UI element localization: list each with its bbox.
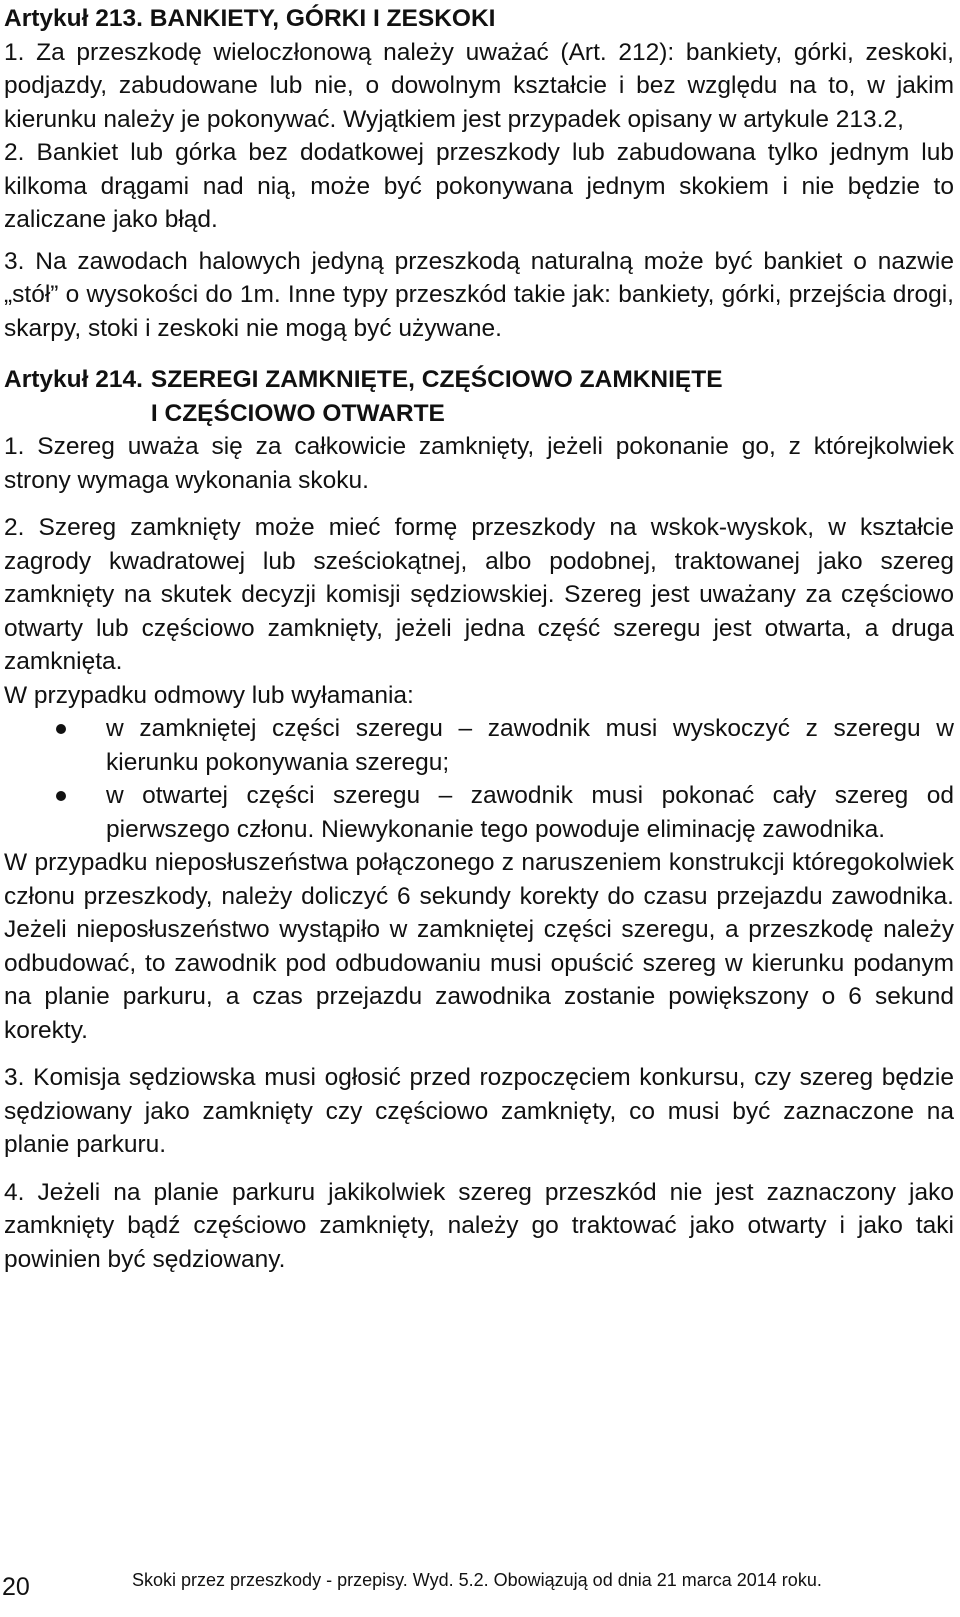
- article-213-heading: Artykuł 213. BANKIETY, GÓRKI I ZESKOKI: [4, 5, 496, 32]
- bullet-icon: [4, 712, 106, 779]
- bullet-text: w zamkniętej części szeregu – zawodnik musi wyskoczyć z szeregu w kierunku pokonywania szeregu;: [106, 715, 954, 776]
- article-214-title-line-1: SZEREGI ZAMKNIĘTE, CZĘŚCIOWO ZAMKNIĘTE: [150, 366, 723, 393]
- page-number: 20: [2, 1573, 30, 1601]
- article-213-paragraph-3: 3. Na zawodach halowych jedyną przeszkodą naturalną może być bankiet o nazwie „stół” o wysokości do 1m. Inne typy przeszkód takie jak: bankiety, górki, przejścia drogi, skarpy, stoki i zeskoki nie mogą być używane.: [4, 247, 954, 342]
- article-214-paragraph-1: 1. Szereg uważa się za całkowicie zamknięty, jeżeli pokonanie go, z którejkolwiek strony wymaga wykonania skoku.: [4, 433, 954, 494]
- article-214-heading: [4, 363, 954, 430]
- article-214-title-line-2: I CZĘŚCIOWO OTWARTE: [150, 399, 445, 427]
- article-214-paragraph-2-intro: W przypadku odmowy lub wyłamania:: [4, 681, 414, 709]
- article-213-paragraph-2: 2. Bankiet lub górka bez dodatkowej przeszkody lub zabudowana tylko jednym lub kilkoma drągami nad nią, może być pokonywana jednym skokiem i nie będzie to zaliczane jako błąd.: [4, 139, 954, 233]
- bullet-text: w otwartej części szeregu – zawodnik musi pokonać cały szereg od pierwszego członu. Niewykonanie tego powoduje eliminację zawodnika.: [106, 782, 954, 843]
- article-214-title: [151, 363, 723, 430]
- article-214-label: Artykuł 214.: [4, 366, 143, 393]
- article-214: [4, 363, 954, 1276]
- list-item: [4, 779, 954, 846]
- list-item: [4, 712, 954, 779]
- article-213-paragraph-1: 1. Za przeszkodę wieloczłonową należy uważać (Art. 212): bankiety, górki, zeskoki, podjazdy, zabudowane lub nie, o dowolnym kształcie i bez względu na to, w jakim kierunku należy je pokonywać. Wyjątkiem jest przypadek opisany w artykule 213.2,: [4, 38, 954, 133]
- article-214-paragraph-2-continued: W przypadku nieposłuszeństwa połączonego z naruszeniem konstrukcji któregokolwiek członu przeszkody, należy doliczyć 6 sekundy korekty do czasu przejazdu zawodnika. Jeżeli nieposłuszeństwo wystąpiło w zamkniętej części szeregu, a przeszkodę należy odbudować, to zawodnik pod odbudowaniu musi opuścić szereg w kierunku podanym na planie parkuru, a czas przejazdu zawodnika zostanie powiększony o 6 sekund korekty.: [4, 849, 954, 1044]
- article-214-bullet-list: [4, 712, 954, 846]
- bullet-icon: [4, 779, 106, 846]
- article-213: [4, 2, 954, 345]
- article-214-paragraph-4: 4. Jeżeli na planie parkuru jakikolwiek szereg przeszkód nie jest zaznaczony jako zamknięty bądź częściowo zamknięty, należy go traktować jako otwarty i jako taki powinien być sędziowany.: [4, 1178, 954, 1273]
- article-214-paragraph-2: 2. Szereg zamknięty może mieć formę przeszkody na wskok-wyskok, w kształcie zagrody kwadratowej lub sześciokątnej, albo podobnej, traktowanej jako szereg zamknięty na skutek decyzji komisji sędziowskiej. Szereg jest uważany za częściowo otwarty lub częściowo zamknięty, jeżeli jedna część szeregu jest otwarta, a druga zamknięta.: [4, 514, 954, 675]
- article-214-paragraph-3: 3. Komisja sędziowska musi ogłosić przed rozpoczęciem konkursu, czy szereg będzie sędziowany jako zamknięty czy częściowo zamknięty, co musi być zaznaczone na planie parkuru.: [4, 1064, 954, 1158]
- page-footer: [0, 1568, 960, 1608]
- footer-text: Skoki przez przeszkody - przepisy. Wyd. 5.2. Obowiązują od dnia 21 marca 2014 roku.: [132, 1570, 822, 1590]
- document-page: [4, 2, 954, 1276]
